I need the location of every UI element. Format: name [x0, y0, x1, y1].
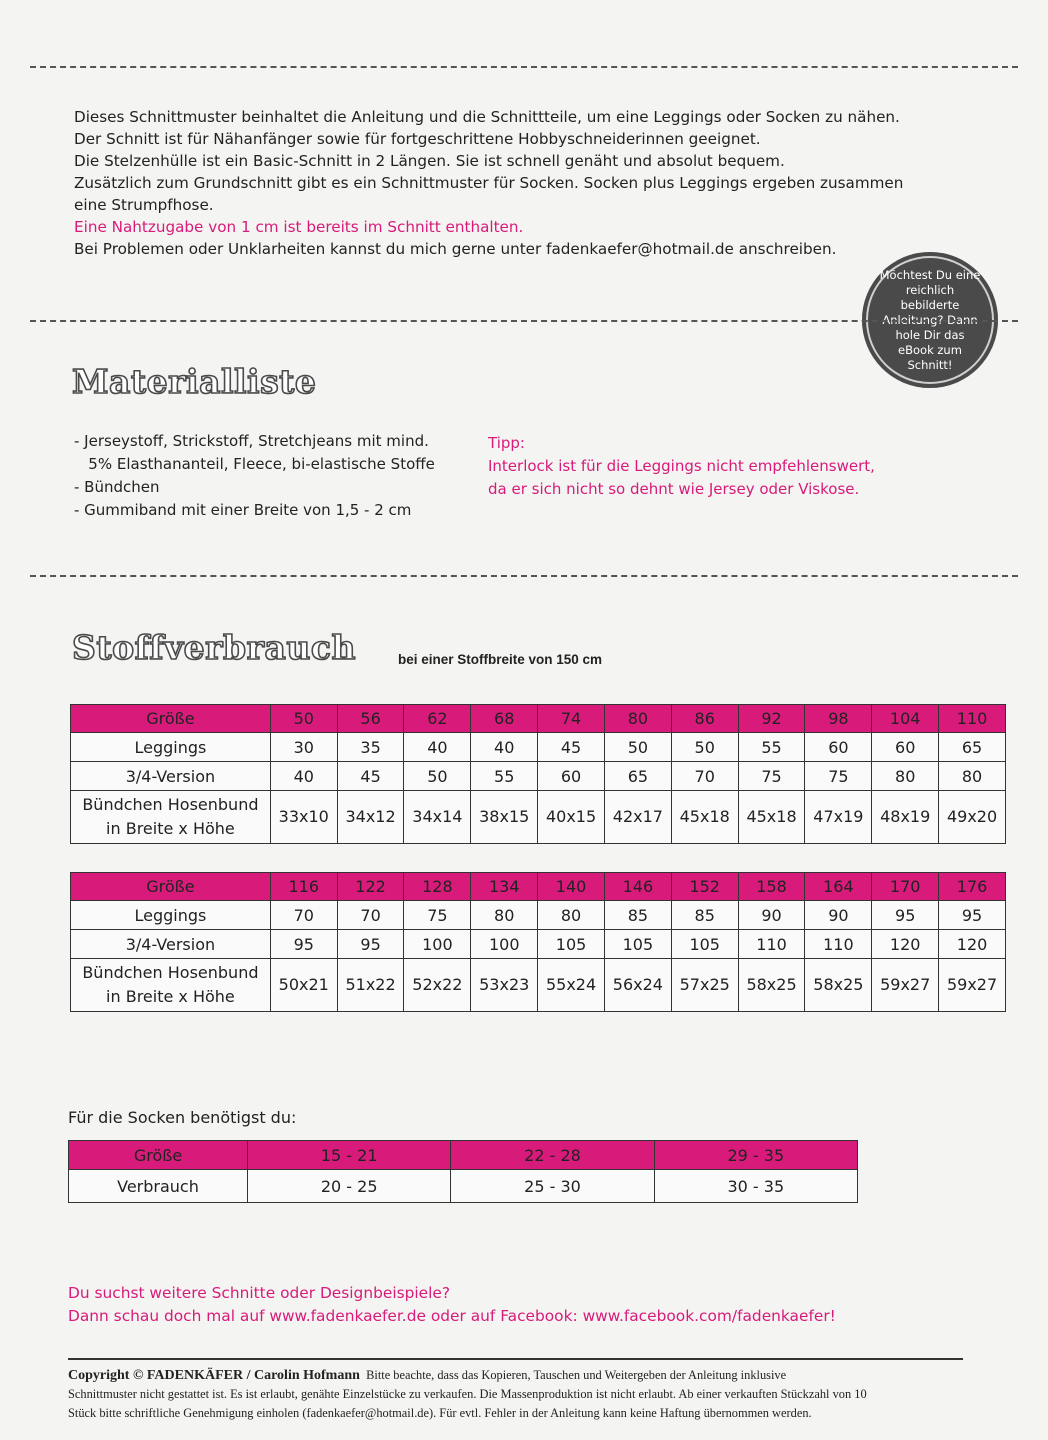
fabric-table-large-sizes: [70, 872, 1006, 1012]
table-cell: Größe: [69, 1141, 248, 1170]
table-header-cell: 92: [738, 705, 805, 733]
table-cell: 25 - 30: [451, 1170, 654, 1203]
table-row: [71, 959, 1006, 1012]
table-cell: 34x14: [404, 791, 471, 844]
table-cell: 120: [872, 930, 939, 959]
table-header-cell: 50: [270, 705, 337, 733]
socks-table: [68, 1140, 858, 1203]
table-cell: 55x24: [538, 959, 605, 1012]
copyright-text: Bitte beachte, dass das Kopieren, Tauschen und Weitergeben der Anleitung inklusive: [366, 1368, 787, 1382]
table-cell: 53x23: [471, 959, 538, 1012]
fabric-usage-heading: Stoffverbrauch: [72, 628, 356, 667]
table-header-cell: 62: [404, 705, 471, 733]
fabric-width-note: bei einer Stoffbreite von 150 cm: [398, 652, 603, 667]
table-cell: 38x15: [471, 791, 538, 844]
material-item: - Gummiband mit einer Breite von 1,5 - 2 cm: [74, 501, 412, 519]
more-patterns-note: [68, 1282, 968, 1328]
table-cell: Verbrauch: [69, 1170, 248, 1203]
table-cell: 57x25: [671, 959, 738, 1012]
row-label-line: Bündchen Hosenbund: [82, 795, 259, 814]
table-cell: 70: [270, 901, 337, 930]
table-cell: 90: [805, 901, 872, 930]
row-label-line: in Breite x Höhe: [106, 819, 235, 838]
table-cell: 52x22: [404, 959, 471, 1012]
intro-text: [74, 106, 934, 260]
table-row: [71, 930, 1006, 959]
table-cell: 105: [538, 930, 605, 959]
table-cell: 20 - 25: [248, 1170, 451, 1203]
material-item: - Jerseystoff, Strickstoff, Stretchjeans mit mind.: [74, 432, 429, 450]
table-cell: 105: [671, 930, 738, 959]
table-cell: 95: [270, 930, 337, 959]
table-cell: 49x20: [939, 791, 1006, 844]
table-cell: 48x19: [872, 791, 939, 844]
table-header-cell: 134: [471, 873, 538, 901]
table-cell: 100: [404, 930, 471, 959]
row-label-line: Bündchen Hosenbund: [82, 963, 259, 982]
table-cell: 75: [805, 762, 872, 791]
intro-line: Die Stelzenhülle ist ein Basic-Schnitt in 2 Längen. Sie ist schnell genäht und absolut bequem.: [74, 152, 785, 170]
table-header-cell: Größe: [71, 705, 271, 733]
table-cell: 47x19: [805, 791, 872, 844]
table-header-cell: 68: [471, 705, 538, 733]
more-line: Dann schau doch mal auf www.fadenkaefer.de oder auf Facebook: www.facebook.com/fadenkaefer!: [68, 1307, 836, 1325]
table-cell: 34x12: [337, 791, 404, 844]
table-cell: 45: [538, 733, 605, 762]
tip-line: Interlock ist für die Leggings nicht empfehlenswert,: [488, 457, 875, 475]
table-cell: 55: [738, 733, 805, 762]
table-cell: 95: [939, 901, 1006, 930]
table-row: [71, 873, 1006, 901]
table-cell: 120: [939, 930, 1006, 959]
table-cell: 42x17: [604, 791, 671, 844]
table-header-cell: 74: [538, 705, 605, 733]
tip-line: da er sich nicht so dehnt wie Jersey oder Viskose.: [488, 480, 860, 498]
table-cell: 30 - 35: [654, 1170, 857, 1203]
table-header-cell: 176: [939, 873, 1006, 901]
table-cell: 33x10: [270, 791, 337, 844]
table-cell: 50: [404, 762, 471, 791]
table-cell: 110: [738, 930, 805, 959]
more-line: Du suchst weitere Schnitte oder Designbeispiele?: [68, 1284, 451, 1302]
table-header-cell: 158: [738, 873, 805, 901]
copyright-block: [68, 1366, 968, 1423]
table-cell: 22 - 28: [451, 1141, 654, 1170]
table-header-cell: 86: [671, 705, 738, 733]
table-cell: 60: [872, 733, 939, 762]
table-cell: 35: [337, 733, 404, 762]
table-header-cell: 152: [671, 873, 738, 901]
tip-box: [488, 432, 908, 501]
table-header-cell: 98: [805, 705, 872, 733]
table-row-label: 3/4-Version: [71, 762, 271, 791]
table-cell: 45x18: [738, 791, 805, 844]
table-header-cell: 146: [604, 873, 671, 901]
table-cell: 50: [604, 733, 671, 762]
copyright-head: Copyright © FADENKÄFER / Carolin Hofmann: [68, 1368, 360, 1383]
table-cell: 59x27: [939, 959, 1006, 1012]
divider-dashed-lower: [30, 575, 1018, 577]
material-list: [74, 430, 474, 522]
table-header-cell: 140: [538, 873, 605, 901]
table-header-cell: 104: [872, 705, 939, 733]
table-cell: 95: [872, 901, 939, 930]
table-header-cell: 80: [604, 705, 671, 733]
divider-dashed-middle: [30, 320, 1018, 322]
table-row-label: [71, 959, 271, 1012]
table-row-label: 3/4-Version: [71, 930, 271, 959]
table-cell: 70: [671, 762, 738, 791]
table-cell: 55: [471, 762, 538, 791]
intro-line: Dieses Schnittmuster beinhaltet die Anleitung und die Schnittteile, um eine Leggings oder Socken zu nähen.: [74, 108, 900, 126]
table-cell: 40: [270, 762, 337, 791]
table-cell: 70: [337, 901, 404, 930]
ebook-badge-text: Möchtest Du eine reichlich bebilderte Anleitung? Dann hole Dir das eBook zum Schnitt!: [879, 267, 981, 372]
table-row-label: Leggings: [71, 733, 271, 762]
table-header-cell: 128: [404, 873, 471, 901]
table-row: [71, 733, 1006, 762]
table-cell: 75: [738, 762, 805, 791]
copyright-text: Schnittmuster nicht gestattet ist. Es ist erlaubt, genähte Einzelstücke zu verkaufen. Die Massenproduktion ist nicht erlaubt. Ab einer verkauften Stückzahl von 10: [68, 1387, 867, 1401]
table-header-cell: 122: [337, 873, 404, 901]
table-cell: 85: [671, 901, 738, 930]
table-cell: 40: [404, 733, 471, 762]
table-cell: 90: [738, 901, 805, 930]
table-row: [69, 1141, 858, 1170]
table-cell: 50x21: [270, 959, 337, 1012]
divider-dashed-top: [30, 66, 1018, 68]
table-cell: 40x15: [538, 791, 605, 844]
table-cell: 85: [604, 901, 671, 930]
table-cell: 29 - 35: [654, 1141, 857, 1170]
material-item: - Bündchen: [74, 478, 160, 496]
table-header-cell: 116: [270, 873, 337, 901]
table-header-cell: 170: [872, 873, 939, 901]
table-cell: 60: [805, 733, 872, 762]
table-header-cell: 56: [337, 705, 404, 733]
material-item: 5% Elasthananteil, Fleece, bi-elastische Stoffe: [74, 455, 435, 473]
table-cell: 65: [604, 762, 671, 791]
table-cell: 58x25: [805, 959, 872, 1012]
table-row: [69, 1170, 858, 1203]
row-label-line: in Breite x Höhe: [106, 987, 235, 1006]
table-header-cell: 110: [939, 705, 1006, 733]
table-cell: 60: [538, 762, 605, 791]
table-row-label: [71, 791, 271, 844]
table-cell: 59x27: [872, 959, 939, 1012]
table-row: [71, 901, 1006, 930]
intro-line: Zusätzlich zum Grundschnitt gibt es ein Schnittmuster für Socken. Socken plus Leggings ergeben zusammen eine Strumpfhose.: [74, 174, 904, 214]
table-cell: 75: [404, 901, 471, 930]
copyright-text: Stück bitte schriftliche Genehmigung einholen (fadenkaefer@hotmail.de). Für evtl. Fehler in der Anleitung kann keine Haftung übernommen werden.: [68, 1406, 812, 1420]
table-row-label: Leggings: [71, 901, 271, 930]
table-cell: 80: [872, 762, 939, 791]
table-cell: 80: [939, 762, 1006, 791]
table-cell: 95: [337, 930, 404, 959]
table-cell: 80: [471, 901, 538, 930]
table-row: [71, 762, 1006, 791]
table-header-cell: Größe: [71, 873, 271, 901]
contact-line: Bei Problemen oder Unklarheiten kannst du mich gerne unter fadenkaefer@hotmail.de anschreiben.: [74, 240, 837, 258]
table-cell: 56x24: [604, 959, 671, 1012]
table-cell: 30: [270, 733, 337, 762]
table-cell: 45x18: [671, 791, 738, 844]
tip-title: Tipp:: [488, 434, 525, 452]
table-cell: 105: [604, 930, 671, 959]
material-heading: Materialliste: [72, 362, 317, 401]
table-cell: 110: [805, 930, 872, 959]
table-cell: 50: [671, 733, 738, 762]
table-cell: 100: [471, 930, 538, 959]
table-cell: 51x22: [337, 959, 404, 1012]
table-cell: 15 - 21: [248, 1141, 451, 1170]
table-header-cell: 164: [805, 873, 872, 901]
intro-line: Der Schnitt ist für Nähanfänger sowie für fortgeschrittene Hobbyschneiderinnen geeignet.: [74, 130, 761, 148]
table-cell: 80: [538, 901, 605, 930]
table-row: [71, 791, 1006, 844]
table-cell: 45: [337, 762, 404, 791]
table-cell: 58x25: [738, 959, 805, 1012]
table-cell: 40: [471, 733, 538, 762]
table-cell: 65: [939, 733, 1006, 762]
seam-allowance-note: Eine Nahtzugabe von 1 cm ist bereits im Schnitt enthalten.: [74, 218, 524, 236]
footer-rule: [68, 1358, 963, 1360]
fabric-table-small-sizes: [70, 704, 1006, 844]
table-row: [71, 705, 1006, 733]
socks-title: Für die Socken benötigst du:: [68, 1108, 297, 1127]
